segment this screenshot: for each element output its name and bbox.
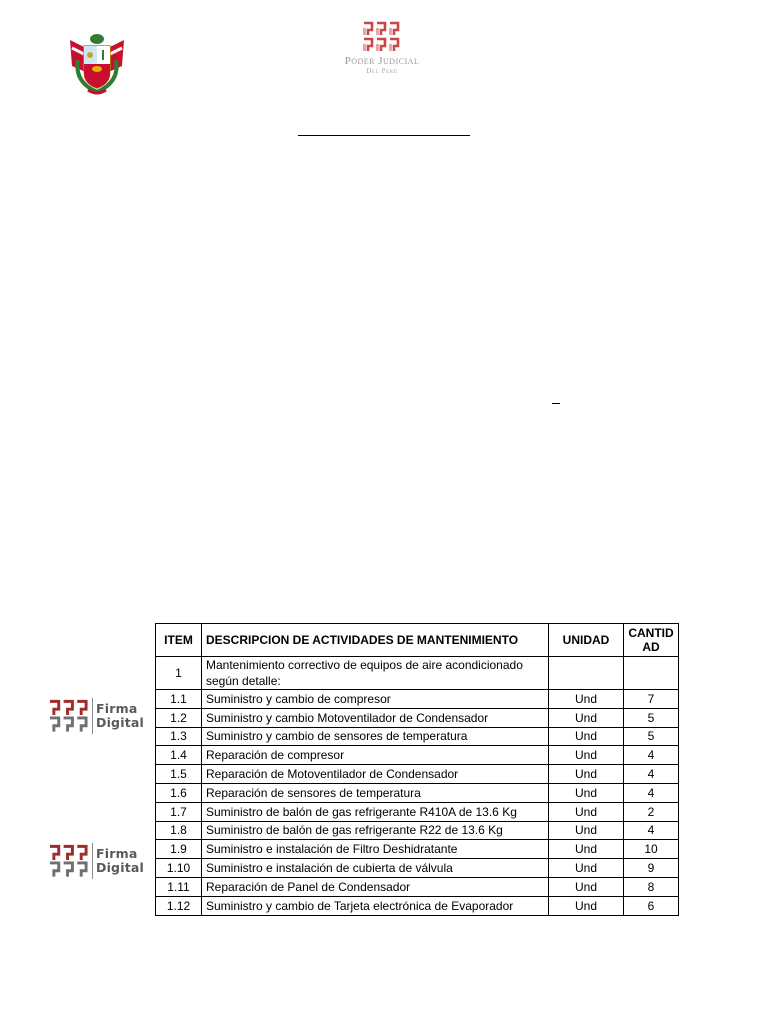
item-cell: 1.2: [156, 708, 202, 727]
item-cell: 1.9: [156, 840, 202, 859]
quantity-cell: 2: [624, 802, 679, 821]
badge-line1: Firma: [96, 701, 138, 716]
quantity-cell: 4: [624, 765, 679, 784]
text-dash-mark: [552, 403, 560, 404]
description-cell: Suministro e instalación de Filtro Deshidratante: [202, 840, 549, 859]
unit-cell: Und: [549, 859, 624, 878]
coat-of-arms-logo: [64, 30, 130, 96]
coat-of-arms-icon: [64, 30, 130, 96]
logo-name: Poder Judicial: [344, 55, 420, 67]
description-cell: Suministro y cambio Motoventilador de Condensador: [202, 708, 549, 727]
column-header-quantity: CANTID AD: [624, 624, 679, 657]
table-row: [156, 727, 679, 746]
unit-cell: Und: [549, 708, 624, 727]
table-row: [156, 896, 679, 915]
item-cell: 1.12: [156, 896, 202, 915]
unit-cell: Und: [549, 821, 624, 840]
unit-cell: Und: [549, 802, 624, 821]
quantity-cell: 4: [624, 783, 679, 802]
poder-judicial-logo: [332, 20, 432, 84]
table-row: [156, 840, 679, 859]
description-cell: Suministro de balón de gas refrigerante R22 de 13.6 Kg: [202, 821, 549, 840]
item-cell: 1.7: [156, 802, 202, 821]
firma-digital-badge: [48, 840, 144, 882]
unit-cell: Und: [549, 783, 624, 802]
description-cell: Suministro e instalación de cubierta de válvula: [202, 859, 549, 878]
quantity-cell: 7: [624, 690, 679, 709]
badge-line2: Digital: [96, 715, 144, 730]
description-cell: Reparación de compresor: [202, 746, 549, 765]
badge-separator: [92, 843, 93, 879]
group-description-cell: Mantenimiento correctivo de equipos de aire acondicionado según detalle:: [202, 657, 549, 690]
badge-line2: Digital: [96, 860, 144, 875]
description-cell: Reparación de Motoventilador de Condensador: [202, 765, 549, 784]
activities-table: [155, 623, 679, 916]
firma-digital-badge: [48, 695, 144, 737]
quantity-cell: 8: [624, 877, 679, 896]
item-cell: 1.6: [156, 783, 202, 802]
item-cell: 1.11: [156, 877, 202, 896]
table-row: [156, 877, 679, 896]
column-header-unit: UNIDAD: [549, 624, 624, 657]
badge-line1: Firma: [96, 846, 138, 861]
logo-subname: Del Perú: [366, 67, 398, 75]
item-cell: 1.4: [156, 746, 202, 765]
description-cell: Suministro y cambio de Tarjeta electrónica de Evaporador: [202, 896, 549, 915]
table-row: [156, 859, 679, 878]
quantity-cell: 5: [624, 708, 679, 727]
badge-text: [96, 847, 144, 875]
badge-text: [96, 702, 144, 730]
description-cell: Reparación de Panel de Condensador: [202, 877, 549, 896]
table-group-row: [156, 657, 679, 690]
table-row: [156, 765, 679, 784]
description-cell: Suministro y cambio de sensores de temperatura: [202, 727, 549, 746]
table-row: [156, 821, 679, 840]
unit-cell: Und: [549, 690, 624, 709]
quantity-cell: 4: [624, 821, 679, 840]
description-cell: Suministro de balón de gas refrigerante R410A de 13.6 Kg: [202, 802, 549, 821]
description-cell: Reparación de sensores de temperatura: [202, 783, 549, 802]
description-cell: Suministro y cambio de compresor: [202, 690, 549, 709]
table-header-row: [156, 624, 679, 657]
title-underline: [298, 135, 470, 136]
item-cell: 1.1: [156, 690, 202, 709]
item-cell: 1.10: [156, 859, 202, 878]
group-quantity-cell: [624, 657, 679, 690]
unit-cell: Und: [549, 765, 624, 784]
table-row: [156, 690, 679, 709]
table-row: [156, 783, 679, 802]
item-cell: 1.3: [156, 727, 202, 746]
group-item-cell: 1: [156, 657, 202, 690]
quantity-cell: 10: [624, 840, 679, 859]
poder-judicial-emblem-icon: [362, 20, 402, 54]
item-cell: 1.8: [156, 821, 202, 840]
quantity-cell: 9: [624, 859, 679, 878]
firma-digital-emblem-icon: [48, 697, 89, 735]
unit-cell: Und: [549, 896, 624, 915]
unit-cell: Und: [549, 877, 624, 896]
item-cell: 1.5: [156, 765, 202, 784]
table-row: [156, 746, 679, 765]
table-row: [156, 708, 679, 727]
column-header-item: ITEM: [156, 624, 202, 657]
unit-cell: Und: [549, 746, 624, 765]
quantity-cell: 6: [624, 896, 679, 915]
firma-digital-emblem-icon: [48, 842, 89, 880]
group-unit-cell: [549, 657, 624, 690]
quantity-cell: 5: [624, 727, 679, 746]
unit-cell: Und: [549, 840, 624, 859]
quantity-cell: 4: [624, 746, 679, 765]
unit-cell: Und: [549, 727, 624, 746]
column-header-description: DESCRIPCION DE ACTIVIDADES DE MANTENIMIENTO: [202, 624, 549, 657]
badge-separator: [92, 698, 93, 734]
table-row: [156, 802, 679, 821]
